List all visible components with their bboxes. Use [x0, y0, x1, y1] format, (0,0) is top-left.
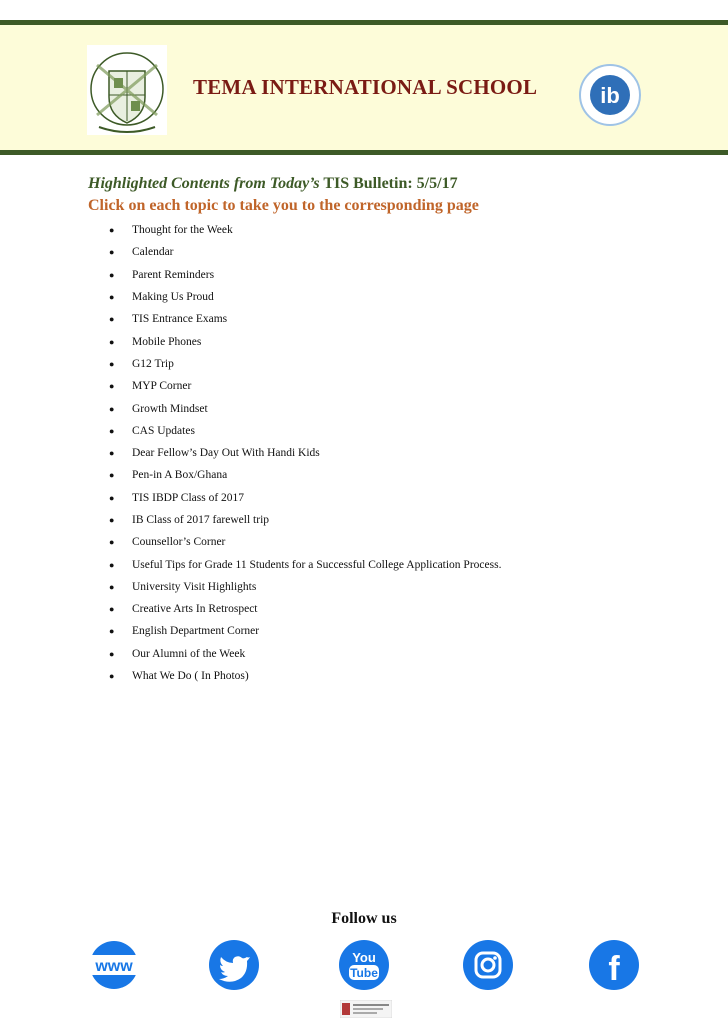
bullet-icon: ● [109, 581, 115, 592]
topic-item [88, 375, 501, 397]
school-name: TEMA INTERNATIONAL SCHOOL [193, 75, 538, 99]
topic-link[interactable]: Pen-in A Box/Ghana [132, 469, 228, 482]
topic-item [88, 420, 501, 442]
website-icon[interactable] [87, 938, 141, 992]
topic-item [88, 442, 501, 464]
bullet-icon: ● [109, 515, 115, 525]
instruction-text: Click on each topic to take you to the corresponding page [88, 197, 479, 214]
title-date-part: TIS Bulletin: 5/5/17 [323, 175, 458, 192]
bullet-icon: ● [109, 336, 115, 347]
topic-item [88, 553, 501, 575]
facebook-icon-text: f [608, 950, 620, 988]
bullet-icon: ● [109, 559, 115, 570]
topic-item [88, 286, 501, 308]
ib-logo-text: ib [600, 83, 620, 108]
topic-item [88, 487, 501, 509]
bullet-icon: ● [109, 648, 115, 659]
topic-link[interactable]: English Department Corner [132, 625, 260, 638]
bullet-icon: ● [109, 470, 115, 481]
topic-link[interactable]: Our Alumni of the Week [132, 647, 246, 660]
topic-link[interactable]: G12 Trip [132, 357, 174, 370]
topic-item [88, 330, 501, 352]
follow-us-label: Follow us [331, 910, 397, 927]
topic-item [88, 576, 501, 598]
topic-link[interactable]: Dear Fellow’s Day Out With Handi Kids [132, 447, 320, 460]
topic-item [88, 219, 501, 241]
topic-link[interactable]: TIS Entrance Exams [132, 313, 228, 326]
bullet-icon: ● [109, 292, 115, 303]
topic-link[interactable]: Counsellor’s Corner [132, 536, 226, 549]
bullet-icon: ● [109, 314, 115, 325]
topic-item [88, 509, 501, 531]
topic-item [88, 264, 501, 286]
website-icon-text: www [95, 958, 133, 975]
topic-link[interactable]: Mobile Phones [132, 335, 202, 348]
bullet-icon: ● [109, 448, 115, 459]
topic-link[interactable]: Parent Reminders [132, 268, 215, 281]
facebook-icon[interactable] [587, 938, 641, 992]
topic-link[interactable]: TIS IBDP Class of 2017 [132, 491, 245, 504]
bullet-icon: ● [109, 604, 115, 615]
school-crest-icon [87, 45, 167, 135]
bullet-icon: ● [109, 425, 115, 436]
youtube-icon-text-top: You [352, 950, 376, 965]
ib-logo-icon [578, 63, 642, 127]
bullet-icon: ● [109, 671, 115, 682]
topic-item [88, 620, 501, 642]
topic-item [88, 464, 501, 486]
topic-link[interactable]: University Visit Highlights [132, 580, 257, 593]
topic-link[interactable]: MYP Corner [132, 380, 192, 393]
topic-item [88, 598, 501, 620]
topic-item [88, 308, 501, 330]
topic-item [88, 353, 501, 375]
topic-item [88, 531, 501, 553]
footer-logo-icon [340, 1000, 392, 1018]
twitter-icon[interactable] [207, 938, 261, 992]
topic-link[interactable]: Calendar [132, 246, 174, 259]
topic-link[interactable]: Creative Arts In Retrospect [132, 603, 258, 616]
topic-item [88, 397, 501, 419]
instagram-icon[interactable] [461, 938, 515, 992]
topic-item [88, 665, 501, 687]
bullet-icon: ● [109, 269, 115, 280]
bullet-icon: ● [109, 247, 115, 258]
topic-link[interactable]: CAS Updates [132, 424, 195, 437]
title-italic-part: Highlighted Contents from Today’s [88, 175, 320, 192]
topic-item [88, 241, 501, 263]
topic-link[interactable]: Thought for the Week [132, 224, 233, 237]
youtube-icon-text-bottom: Tube [350, 966, 378, 980]
topic-item [88, 643, 501, 665]
header-band [0, 20, 728, 155]
bullet-icon: ● [109, 403, 115, 414]
bullet-icon: ● [109, 537, 115, 548]
bullet-icon: ● [109, 225, 115, 236]
bullet-icon: ● [109, 492, 115, 503]
topic-link[interactable]: Useful Tips for Grade 11 Students for a Successful College Application Process. [132, 558, 502, 571]
bullet-icon: ● [109, 626, 115, 637]
youtube-icon[interactable] [337, 938, 391, 992]
topic-link[interactable]: Making Us Proud [132, 291, 214, 304]
topic-link[interactable]: What We Do ( In Photos) [132, 670, 249, 683]
topic-link[interactable]: Growth Mindset [132, 402, 208, 415]
topic-list [88, 219, 501, 687]
page-title [88, 175, 458, 193]
bullet-icon: ● [109, 381, 115, 392]
bullet-icon: ● [109, 358, 115, 369]
topic-link[interactable]: IB Class of 2017 farewell trip [132, 514, 270, 526]
